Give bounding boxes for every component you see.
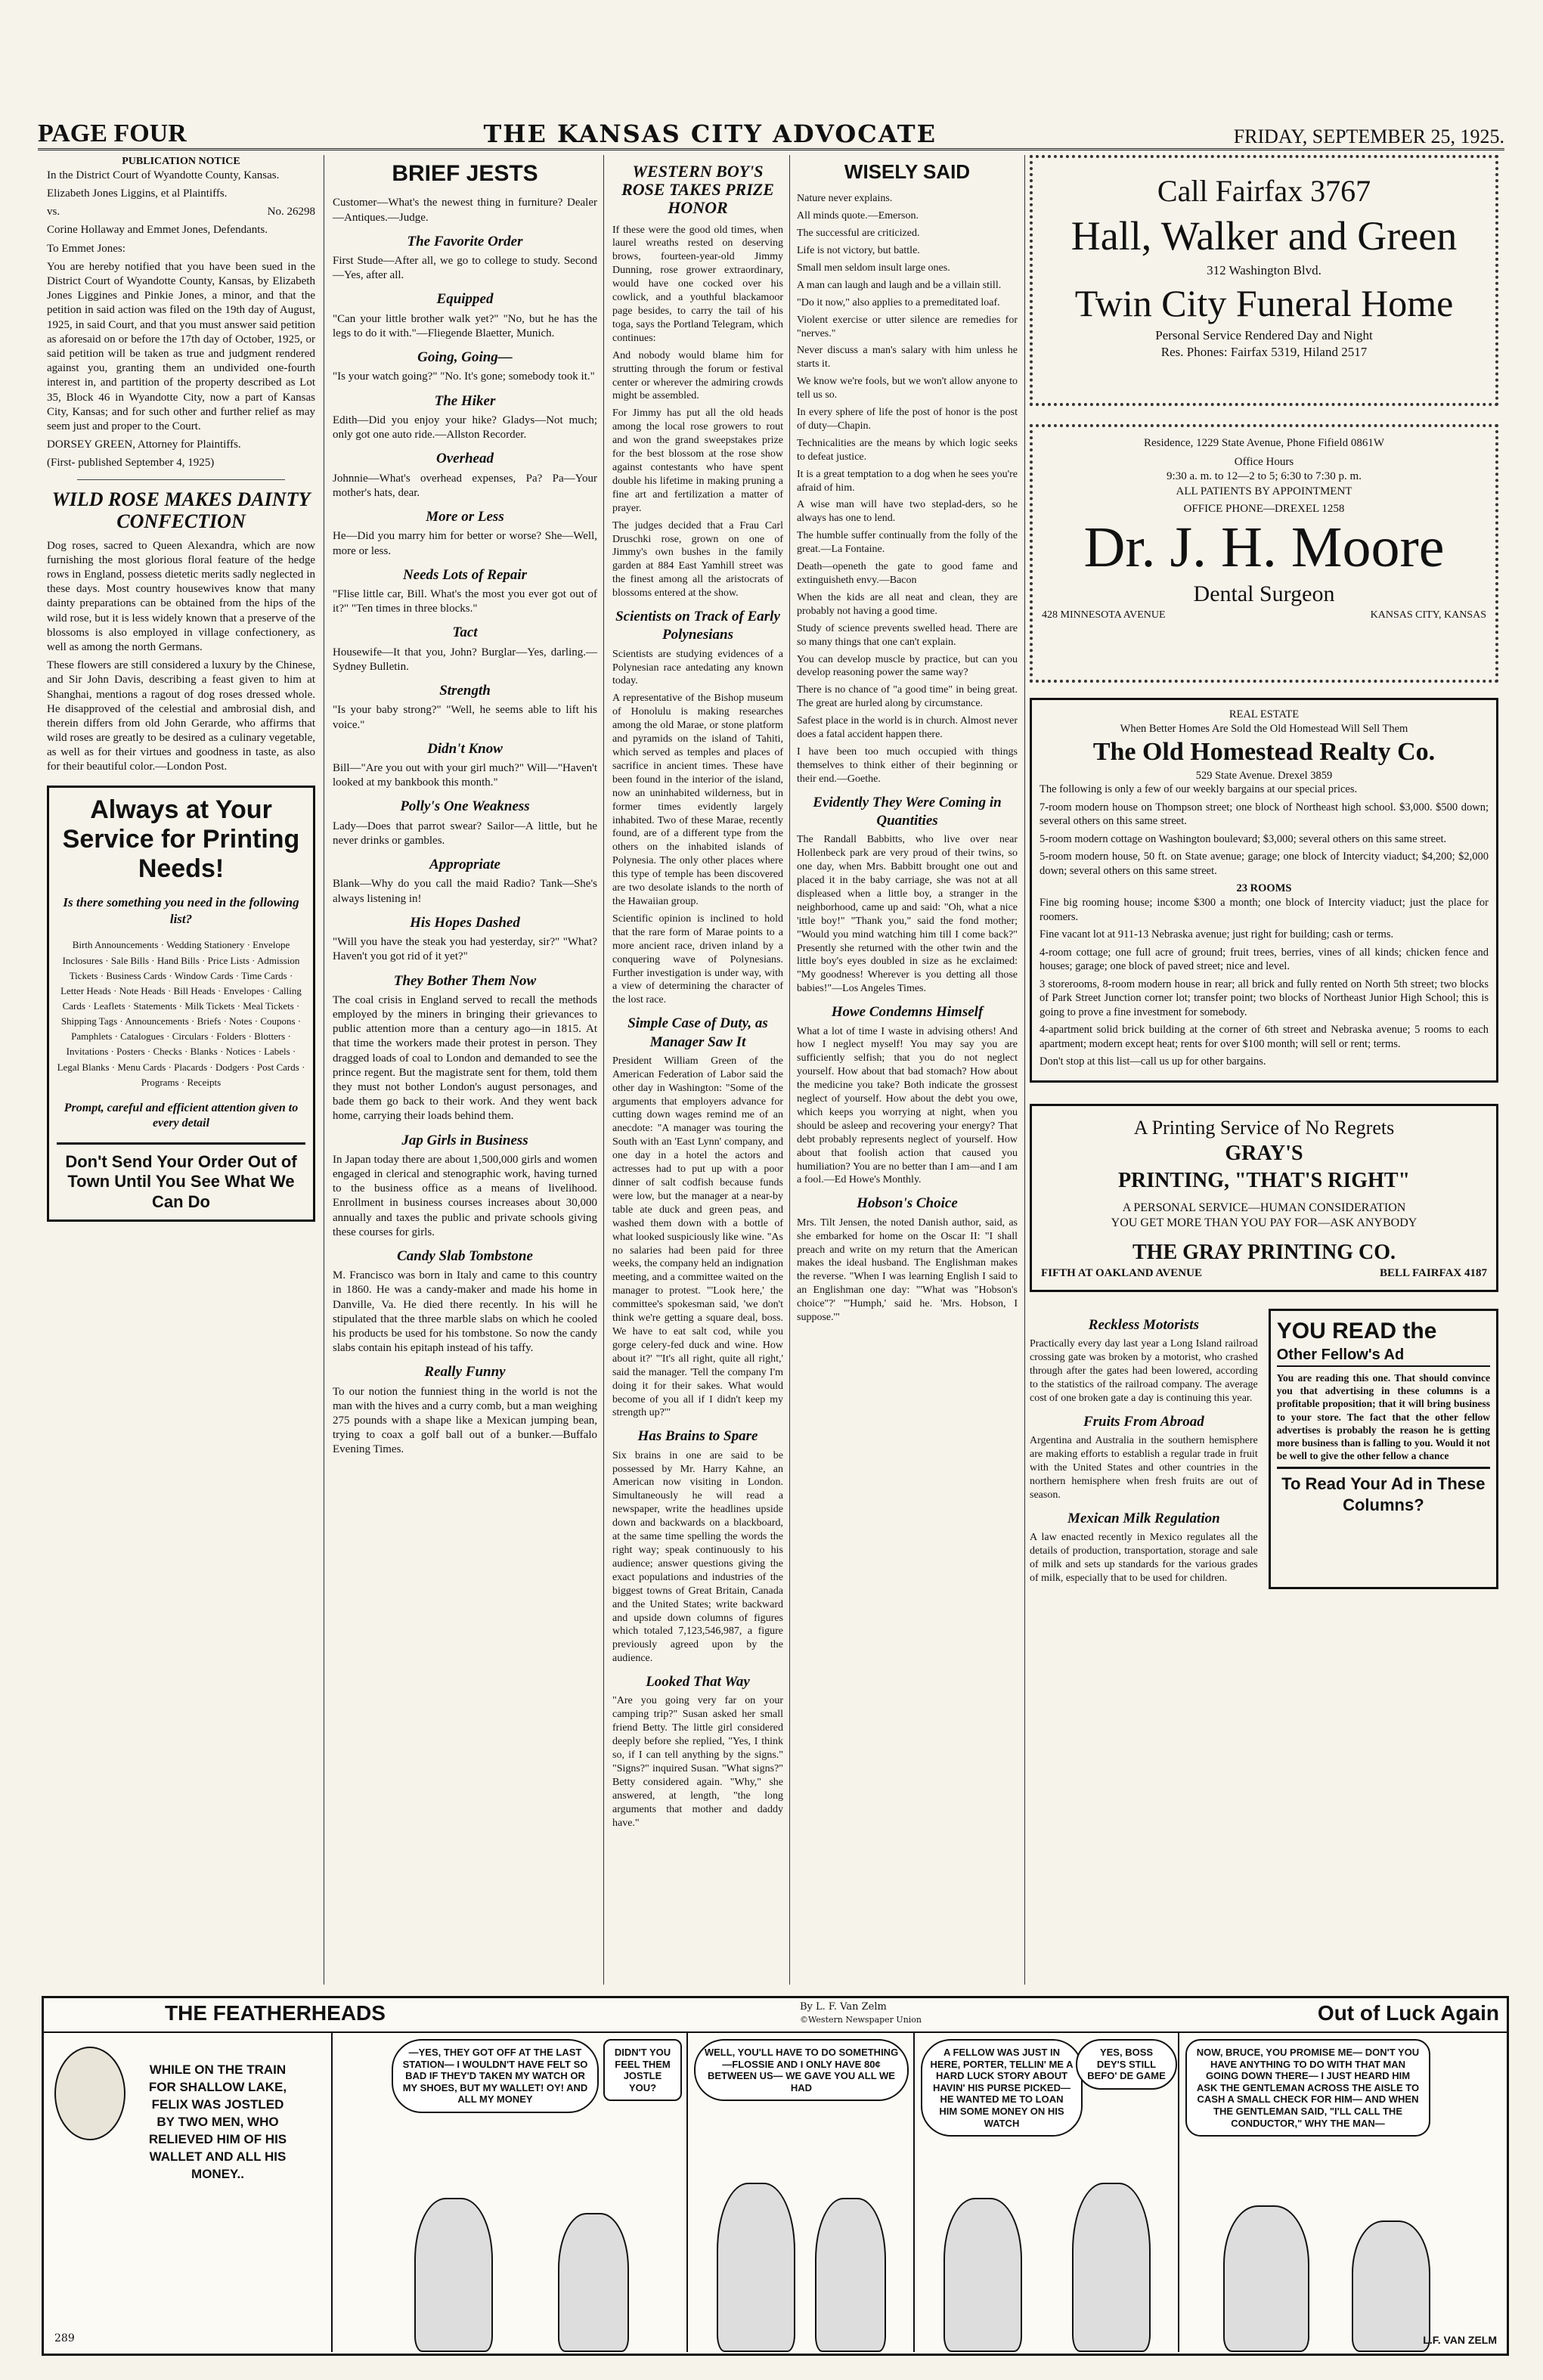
masthead xyxy=(38,113,1504,150)
fruits-text: Argentina and Australia in the southern hemisphere are making efforts to establish a regular trade in fruit with the United States and other countries in the northern hemisphere when fresh fruits are out of season. xyxy=(1030,1435,1258,1501)
realty-listing: Fine vacant lot at 911-13 Nebraska avenue; just right for building; cash or terms. xyxy=(1040,928,1394,941)
jest-text: Customer—What's the newest thing in furniture? Dealer—Antiques.—Judge. xyxy=(333,197,597,224)
dentist-name: Dr. J. H. Moore xyxy=(1083,515,1445,579)
realty-name: The Old Homestead Realty Co. xyxy=(1092,738,1436,767)
wisely-item: All minds quote.—Emerson. xyxy=(797,210,919,222)
gray-contact xyxy=(1041,1266,1487,1281)
wisely-title: WISELY SAID xyxy=(844,160,971,183)
funny-text: To our notion the funniest thing in the world is not the man with the hives and a curry comb, but a man weighing 275 pounds with a shape like a Mexican jumping bean, trying to coax a golf ball out of a bunker.—Buffalo Evening Times. xyxy=(333,1385,597,1456)
comic-strip xyxy=(42,1996,1509,2356)
featherhead-logo xyxy=(54,2047,125,2140)
candy-title: Candy Slab Tombstone xyxy=(397,1247,533,1264)
column-4 xyxy=(797,155,1018,1328)
comic-panel-1 xyxy=(44,2031,333,2352)
notice-defendant: Corine Hollaway and Emmet Jones, Defendants. xyxy=(47,224,268,237)
felix-figure xyxy=(414,2198,493,2352)
jest-heading: Overhead xyxy=(436,451,494,467)
speech-bubble: —YES, THEY GOT OFF AT THE LAST STATION— I WOULDN'T HAVE FELT SO BAD IF THEY'D TAKEN MY WATCH OR MY SHOES, BUT MY WALLET! OY! AND ALL MY MONEY xyxy=(392,2039,599,2113)
jap-text: In Japan today there are about 1,500,000 girls and women engaged in clerical and stenographic work, having turned to the business office as a means of livelihood. Enrollment in business courses increases about 30,000 annually and taxes the public and private schools giving these courses for girls. xyxy=(333,1153,597,1238)
duty-text: President William Green of the American Federation of Labor said the other day in Washington: "Some of the arguments that employers advance for cutting down wages remind me of an anecdote: "A manager was touring the South with an 'East Lynn' company, and one day in a hotel the actors and actresses had to put up with a poor dinner of salt codfish because funds were low, but the manager at a near-by table ate duck and green peas, and washed them down with a bottle of what looked suspiciously like wine. "As no salaries had been paid for three weeks, the company held an indignation meeting, and a committee waited on the manager to protest. "'Look here,' the committee's spokesman said, 'we don't think we're getting a square deal, boss. We have to eat salt cod, while you gorge celery-fed duck and wine. How about it?' "'It's all right, quite all right,' said the manager. 'Tell the company I'm doing it for their sakes. What would become of you all if I didn't keep my strength up?'" xyxy=(612,1055,783,1419)
jest-heading: Polly's One Weakness xyxy=(400,798,530,815)
howe-title: Howe Condemns Himself xyxy=(831,1004,984,1021)
column-1 xyxy=(47,155,315,1232)
brief-jests-list xyxy=(333,196,597,964)
western-p3: For Jimmy has put all the old heads among the local rose growers to rout and won the grand sweepstakes prize for the best blossom at the rose show against contestants who have spent double his lifetime in making pruning a fine art and fertilization a matter of prayer. xyxy=(612,408,783,514)
dentist-location xyxy=(1042,609,1486,622)
comic-panel-2 xyxy=(331,2031,688,2352)
read-ad-footer: To Read Your Ad in These Columns? xyxy=(1277,1467,1490,1516)
comic-episode: Out of Luck Again xyxy=(1317,2001,1499,2025)
jest-heading: The Favorite Order xyxy=(407,233,523,249)
gray-address: FIFTH AT OAKLAND AVENUE xyxy=(1041,1266,1202,1279)
jest-text: "Can your little brother walk yet?" "No, but he has the legs to do it with."—Fliegende Blaetter, Munich. xyxy=(333,312,597,339)
porter-figure xyxy=(1072,2183,1151,2352)
jest-heading: His Hopes Dashed xyxy=(410,914,520,931)
wildrose-title: WILD ROSE MAKES DAINTY CONFECTION xyxy=(51,488,311,533)
realty-rooms: 23 ROOMS xyxy=(1236,882,1292,895)
funeral-address: 312 Washington Blvd. xyxy=(1207,263,1321,278)
jest-text: Johnnie—What's overhead expenses, Pa? Pa—Your mother's hats, dear. xyxy=(333,472,597,499)
jest-text: Housewife—It that you, John? Burglar—Yes, darling.—Sydney Bulletin. xyxy=(333,646,597,673)
page-number: PAGE FOUR xyxy=(38,119,187,147)
gray-phone: BELL FAIRFAX 4187 xyxy=(1380,1266,1487,1279)
jest-heading: Appropriate xyxy=(429,857,500,873)
jest-heading: Equipped xyxy=(436,291,494,308)
realty-sub: When Better Homes Are Sold the Old Homestead Will Sell Them xyxy=(1120,722,1408,735)
comic-syndicate: ©Western Newspaper Union xyxy=(800,2015,922,2025)
printing-ad-items: Birth Announcements · Wedding Stationery · Envelope Inclosures · Sale Bills · Hand Bills · Price Lists · Admission Tickets · Business Cards · Window Cards · Time Cards · Letter Heads · Note Heads · Bill Heads · Envelopes · Calling Cards · Leaflets · Statements · Milk Tickets · Meal Tickets · Shipping Tags · Announcements · Briefs · Notes · Coupons · Pamphlets · Catalogues · Circulars · Folders · Blotters · Invitations · Posters · Checks · Blanks · Notices · Labels · Legal Blanks · Menu Cards · Placards · Dodgers · Post Cards · Programs · Receipts xyxy=(57,939,305,1088)
column-rule xyxy=(1024,155,1025,1985)
column-3 xyxy=(612,155,783,1834)
issue-date: FRIDAY, SEPTEMBER 25, 1925. xyxy=(1233,126,1504,147)
bruce-figure xyxy=(1352,2220,1430,2352)
dentist-hours: 9:30 a. m. to 12—2 to 5; 6:30 to 7:30 p. m. xyxy=(1167,470,1362,483)
comic-panel-5 xyxy=(1178,2031,1504,2352)
wisely-item: Safest place in the world is in church. Almost never does a fatal accident happen there. xyxy=(797,715,1018,741)
funny-title: Really Funny xyxy=(424,1364,506,1381)
speech-bubble: WELL, YOU'LL HAVE TO DO SOMETHING—FLOSSIE AND I ONLY HAVE 80¢ BETWEEN US— WE GAVE YOU ALL WE HAD xyxy=(694,2039,909,2101)
comic-panel-4 xyxy=(913,2031,1179,2352)
realty-ad xyxy=(1030,698,1498,1083)
funeral-call: Call Fairfax 3767 xyxy=(1157,174,1371,208)
notice-vs: vs. xyxy=(47,206,60,218)
realty-listing: 4-apartment solid brick building at the corner of 6th street and Nebraska avenue; 5 rooms to each apartment; modern except heat; rents for over $100 month; will sell or rent; terms. xyxy=(1040,1024,1489,1050)
dentist-address: 428 MINNESOTA AVENUE xyxy=(1042,609,1166,621)
jest-text: Lady—Does that parrot swear? Sailor—A little, but he never drinks or gambles. xyxy=(333,820,597,847)
dentist-phone: OFFICE PHONE—DREXEL 1258 xyxy=(1183,502,1345,515)
wife-figure xyxy=(558,2213,629,2352)
gray-printing-ad xyxy=(1030,1104,1498,1292)
jest-heading: Tact xyxy=(452,624,478,641)
duty-title: Simple Case of Duty, as Manager Saw It xyxy=(627,1015,768,1050)
notice-signature: DORSEY GREEN, Attorney for Plaintiffs. xyxy=(47,439,241,451)
jest-text: "Is your baby strong?" "Well, he seems able to lift his voice." xyxy=(333,704,597,731)
speech-bubble: NOW, BRUCE, YOU PROMISE ME— DON'T YOU HAVE ANYTHING TO DO WITH THAT MAN GOING DOWN THERE— I JUST HEARD HIM ASK THE GENTLEMAN ACROSS THE AISLE TO CASH A SMALL CHECK FOR HIM— AND WHEN THE GENTLEMAN SAID, "I'LL CALL THE CONDUCTOR," WHY THE MAN— xyxy=(1185,2039,1430,2137)
jest-text: Bill—"Are you out with your girl much?" Will—"Haven't looked at my bankbook this month." xyxy=(333,762,597,789)
notice-no: No. 26298 xyxy=(267,206,315,218)
column-5 xyxy=(1030,155,1498,1589)
funeral-firm: Hall, Walker and Green xyxy=(1070,213,1458,259)
speech-bubble: YES, BOSS DEY'S STILL BEFO' DE GAME xyxy=(1076,2039,1177,2090)
jest-heading: The Hiker xyxy=(434,392,496,409)
wisely-item: There is no chance of "a good time" in being great. The great are hurled along by circumstance. xyxy=(797,684,1018,710)
speech-bubble: DIDN'T YOU FEEL THEM JOSTLE YOU? xyxy=(603,2039,682,2101)
read-ad-box xyxy=(1269,1309,1498,1589)
printing-ad xyxy=(47,786,315,1222)
notice-body: You are hereby notified that you have been sued in the District Court of Wyandotte County, Kansas, by Elizabeth Jones Liggines and Pinkie Jones, a minor, and that the petition in said action was filed on the 19th day of August, 1925, in said Court, and that you must answer said petition as aforesaid on or before the 17th day of October, 1925, or said petition will be taken as true and judgment rendered against you, granting them an undivided one-fourth interest in, and partition of the property described as Lot 35, Block 46 in Wyandotte City, now a part of Kansas City, Kansas; and for such other and further relief as may seem just and proper to the Court. xyxy=(47,260,315,432)
wisely-item: In every sphere of life the post of honor is the post of duty—Chapin. xyxy=(797,407,1018,432)
artist-signature: L.F. VAN ZELM xyxy=(1423,2334,1497,2346)
brief-jests-title: BRIEF JESTS xyxy=(392,161,538,186)
funeral-service: Personal Service Rendered Day and Night xyxy=(1155,328,1373,343)
wildrose-p1: Dog roses, sacred to Queen Alexandra, which are now furnishing the most glorious floral feature of the hedge rows in England, possess dietetic merits sadly neglected in these days. Most country housewives know that many dainty preparations can be obtained from the hips of the wild rose, but it is less widely known that a preserve of the blossoms is also employed in village confectionery, as well as among the north Germans. xyxy=(47,539,315,653)
gray-name: THE GRAY PRINTING CO. xyxy=(1132,1240,1396,1264)
gray-line4: A PERSONAL SERVICE—HUMAN CONSIDERATION xyxy=(1122,1201,1406,1214)
scientists-p3: Scientific opinion is inclined to hold that the rare form of Marae points to a more ancient race, driven inland by a conquering wave of Polynesians. Further investigation is under way, with a view of determining the character of the lost race. xyxy=(612,913,783,1006)
notice-published: (First- published September 4, 1925) xyxy=(47,457,215,469)
printing-ad-headline: Always at Your Service for Printing Needs! xyxy=(62,795,300,883)
printing-ad-prompt: Prompt, careful and efficient attention given to every detail xyxy=(64,1101,299,1130)
scientists-p1: Scientists are studying evidences of a Polynesian race antedating any known today. xyxy=(612,648,783,687)
evidently-text: The Randall Babbitts, who live over near Hollenbeck park are very proud of their twins, so one day, when Mrs. Babbitt brought one out and placed it in the baby carriage, she was not at all displeased when a little boy, a stranger in the neighborhood, came up and said: "Oh, what a nice 'ittle boy!" "Thank you," said the fond mother; "Would you mind watching him till I come back?" Presently she returned with the other twin and the little boy's eyes doubled in size as he exclaimed: "My goodness! Wherever is you detting all those babies!"—Los Angeles Times. xyxy=(797,834,1018,995)
reckless-text: Practically every day last year a Long Island railroad crossing gate was broken by a motorist, who crashed through after the gates had been lowered, according to the statistics of the railroad company. The average cost of one broken gate a day is continuing this year. xyxy=(1030,1338,1258,1404)
wisely-item: A wise man will have two steplad-ders, so he always has one to lend. xyxy=(797,499,1018,525)
woman-figure xyxy=(717,2183,795,2352)
dentist-ad xyxy=(1030,424,1498,683)
realty-listing: 4-room cottage; one full acre of ground; fruit trees, berries, vines of all kinds; chicken fence and houses; garage; one block of paved street; nice and level. xyxy=(1040,946,1489,973)
notice-plaintiff: Elizabeth Jones Liggins, et al Plaintiffs. xyxy=(47,187,228,200)
bother-title: They Bother Them Now xyxy=(393,972,537,989)
western-p1: If these were the good old times, when laurel wreaths rested on deserving brows, fourteen-year-old Jimmy Dunning, rose grower extraordinary, would have one cocked over his cowlick, and a youthful blackamoor page besides, to carry the tail of his toga, says the Portland Telegram, which continues: xyxy=(612,224,783,344)
funeral-home-ad xyxy=(1030,155,1498,406)
paper-name: THE KANSAS CITY ADVOCATE xyxy=(483,119,937,148)
lady-figure xyxy=(1223,2205,1309,2352)
jest-text: He—Did you marry him for better or worse? She—Well, more or less. xyxy=(333,530,597,557)
comic-credit: By L. F. Van Zelm xyxy=(800,2001,887,2013)
read-ad-body: You are reading this one. That should convince you that advertising in these columns is a profitable proposition; that it will bring business to your store. The fact that the other fellow advertises is probably the reason he is getting more business than is falling to you. Would it not be well to give the other fellow a chance xyxy=(1276,1371,1490,1462)
jest-heading: Needs Lots of Repair xyxy=(402,566,528,583)
wisely-item: The humble suffer continually from the folly of the great.—La Fontaine. xyxy=(797,530,1018,556)
reckless-title: Reckless Motorists xyxy=(1088,1316,1199,1333)
comic-number: 289 xyxy=(54,2332,75,2344)
wisely-item: "Do it now," also applies to a premeditated loaf. xyxy=(797,296,1000,308)
looked-text: "Are you going very far on your camping trip?" Susan asked her small friend Betty. The little girl considered deeply before she replied, "Yes, I think so, if I can tell anything by the signs." "Signs?" inquired Susan. "What signs?" Betty considered again. "Why," she answered, at length, "the long arguments that mother and daddy have." xyxy=(612,1695,783,1829)
jap-title: Jap Girls in Business xyxy=(401,1132,528,1148)
funeral-phones: Res. Phones: Fairfax 5319, Hiland 2517 xyxy=(1160,344,1368,359)
wisely-item: When the kids are all neat and clean, they are probably not having a good time. xyxy=(797,591,1018,617)
funeral-home-name: Twin City Funeral Home xyxy=(1074,282,1454,325)
realty-listing: Fine big rooming house; income $300 a month; one block of Intercity viaduct; just the place for roomers. xyxy=(1040,896,1489,923)
gray-line2: GRAY'S xyxy=(1225,1142,1303,1166)
jest-heading: Strength xyxy=(439,683,491,699)
jest-text: "Is your watch going?" "No. It's gone; somebody took it." xyxy=(333,370,595,383)
milk-text: A law enacted recently in Mexico regulates all the details of production, transportation, storage and sale of milk and sets up standards for the various grades of milk, especially that to be used for children. xyxy=(1030,1531,1258,1584)
notice-to: To Emmet Jones: xyxy=(47,242,125,255)
dentist-hours-title: Office Hours xyxy=(1234,456,1294,469)
bottom-right-block xyxy=(1030,1309,1498,1589)
jest-text: Edith—Did you enjoy your hike? Gladys—Not much; only got one auto ride.—Allston Recorder. xyxy=(333,414,597,442)
wildrose-p2: These flowers are still considered a luxury by the Chinese, and Sir John Davis, describing a feast given to him at Shanghai, mentions a ragout of dog roses dressed whole. He disapproved of the celestial and ambrosial dish, and therein differs from old John Gerarde, who affirms that wild roses are greatly to be desired as a culinary vegetable, as well as for their virtues and goodness in taste, as also for their beautiful color.—London Post. xyxy=(47,659,315,773)
column-2 xyxy=(333,155,597,1461)
wisely-item: You can develop muscle by practice, but can you develop reasoning power the same way? xyxy=(797,653,1018,679)
realty-listing: 5-room modern cottage on Washington boulevard; $3,000; several others on this same street. xyxy=(1040,832,1447,845)
wisely-item: I have been too much occupied with things themselves to think either of their beginning or their end.—Goethe. xyxy=(797,745,1018,785)
candy-text: M. Francisco was born in Italy and came to this country in 1860. He was a candy-maker and made his home in Danville, Va. He died there recently. In his will he stipulated that the three marble slabs on which he cooled his products be used for his tombstone. So now the candy slabs contain his epitaph instead of his taffy. xyxy=(333,1269,597,1355)
dentist-appointment: ALL PATIENTS BY APPOINTMENT xyxy=(1176,485,1352,497)
realty-close: Don't stop at this list—call us up for other bargains. xyxy=(1040,1055,1266,1068)
wisely-item: Death—openeth the gate to good fame and extinguisheth envy.—Bacon xyxy=(797,561,1018,587)
hobson-text: Mrs. Tilt Jensen, the noted Danish author, said, as she embarked for home on the Oscar II: "I shall preach and write on my return that the American makes the ideal husband. The Englishman makes the reverse. "When I was learning English I said to an Englishman one day: "'What was "Hobson's choice"?' "'Humph,' said he. 'Mrs. Hobson, I suppose.'" xyxy=(797,1216,1018,1324)
comic-panel-3 xyxy=(686,2031,915,2352)
comic-caption: WHILE ON THE TRAIN FOR SHALLOW LAKE, FELIX WAS JOSTLED BY TWO MEN, WHO RELIEVED HIM OF HIS WALLET AND ALL HIS MONEY.. xyxy=(148,2062,287,2181)
wisely-item: The successful are criticized. xyxy=(797,228,920,240)
dentist-title: Dental Surgeon xyxy=(1193,581,1335,606)
realty-address: 529 State Avenue. Drexel 3859 xyxy=(1195,769,1333,782)
hobson-title: Hobson's Choice xyxy=(857,1195,958,1212)
printing-ad-footer: Don't Send Your Order Out of Town Until You See What We Can Do xyxy=(57,1142,305,1212)
western-title: WESTERN BOY'S ROSE TAKES PRIZE HONOR xyxy=(621,162,774,218)
jest-heading: Didn't Know xyxy=(427,740,503,757)
milk-title: Mexican Milk Regulation xyxy=(1067,1510,1220,1526)
evidently-title: Evidently They Were Coming in Quantities xyxy=(813,794,1002,829)
passenger-figure xyxy=(943,2198,1022,2352)
comic-title: THE FEATHERHEADS xyxy=(165,2001,386,2025)
gray-line5: YOU GET MORE THAN YOU PAY FOR—ASK ANYBODY xyxy=(1111,1216,1418,1230)
wisely-item: Technicalities are the means by which logic seeks to defeat justice. xyxy=(797,437,1018,463)
brains-title: Has Brains to Spare xyxy=(637,1428,758,1445)
dentist-residence: Residence, 1229 State Avenue, Phone Fifield 0861W xyxy=(1144,437,1384,449)
brains-text: Six brains in one are said to be possessed by Mr. Harry Kahne, an American now visiting in London. Simultaneously he will read a newspaper, write the headlines upside down and backwards on a blackboard, at the same time spelling the words the right way; speak continuously to his audience; answer questions giving the exact populations and industries of the biggest towns of Great Britain, Canada and the United States; write backward and upside down columns of figures which totaled 7,123,546,987, a figure previously agreed upon by the audience. xyxy=(612,1449,783,1665)
jest-heading: Going, Going— xyxy=(417,349,513,366)
realty-listing: 3 storerooms, 8-room modern house in rear; all brick and fully rented on North 5th street; two blocks of Park Street Junction corner lot; transfer point; two blocks of Northeast Junior High School; this is going to prove a fine investment for somebody. xyxy=(1040,978,1489,1018)
realty-intro: The following is only a few of our weekly bargains at our special prices. xyxy=(1040,783,1358,796)
misc-column xyxy=(1030,1309,1258,1589)
dentist-city: KANSAS CITY, KANSAS xyxy=(1370,609,1486,621)
fruits-title: Fruits From Abroad xyxy=(1083,1413,1204,1430)
wisely-item: A man can laugh and laugh and be a villain still. xyxy=(797,279,1002,291)
jest-text: "Will you have the steak you had yesterday, sir?" "What? Haven't you got rid of it yet?" xyxy=(333,936,597,963)
jest-text: Blank—Why do you call the maid Radio? Tank—She's always listening in! xyxy=(333,878,597,905)
wisely-item: Nature never explains. xyxy=(797,193,893,205)
realty-listing: 5-room modern house, 50 ft. on State avenue; garage; one block of Intercity viaduct; $4,200; $2,000 down; several others on this same street. xyxy=(1040,851,1489,877)
wisely-list xyxy=(797,192,1018,786)
notice-case xyxy=(47,205,315,219)
notice-heading: PUBLICATION NOTICE xyxy=(122,156,240,167)
realty-kicker: REAL ESTATE xyxy=(1229,708,1300,721)
girl-figure xyxy=(815,2198,886,2352)
western-p2: And nobody would blame him for strutting through the forum or festival center or wherever the admiring crowds might be assembled. xyxy=(612,349,783,402)
jest-text: First Stude—After all, we go to college to study. Second—Yes, after all. xyxy=(333,255,597,282)
gray-line1: A Printing Service of No Regrets xyxy=(1133,1117,1395,1139)
speech-bubble: A FELLOW WAS JUST IN HERE, PORTER, TELLIN' ME A HARD LUCK STORY ABOUT HAVIN' HIS PURSE PICKED— HE WANTED ME TO LOAN HIM SOME MONEY ON HIS WATCH xyxy=(921,2039,1083,2137)
realty-listing: 7-room modern house on Thompson street; one block of Northeast high school. $3,000. $500 down; several others on this same street. xyxy=(1040,801,1489,828)
wisely-item: Never discuss a man's salary with him unless he starts it. xyxy=(797,345,1018,370)
column-rule xyxy=(789,155,790,1985)
howe-text: What a lot of time I waste in advising others! And how I neglect myself! You may say you are sufficiently selfish; that you do not neglect yourself. How about that bad stomach? How about the medicine you take? Both indicate the grossest neglect of yourself. How about the debt you owe, which keeps you worrying at night, when you should be asleep and recovering your energy? That debt probably represents neglect of yourself. How about that foolish action that caused you humiliation? You are no better than I am—and I am a fool.—Ed Howe's Monthly. xyxy=(797,1025,1018,1186)
wisely-item: Small men seldom insult large ones. xyxy=(797,262,950,274)
divider xyxy=(77,479,285,480)
gray-line3: PRINTING, "THAT'S RIGHT" xyxy=(1117,1169,1411,1193)
western-p4: The judges decided that a Frau Carl Druschki rose, grown on one of Jimmy's own bushes in the family garden at 884 East Yamhill street was the finest among all the aristocrats of blossoms entered at the show. xyxy=(612,519,783,600)
read-ad-big: YOU READ the xyxy=(1276,1318,1437,1343)
bother-text: The coal crisis in England served to recall the methods employed by the miners in bringing their grievances to public attention more than a century ago—in 1815. At that time the workers made their protest in person. They dragged loads of coal to London and demanded to see the prince regent. But the magistrate sent for them, told them they must not bother London's august personages, and bade them go back to their work. And they went back home, carrying their loads behind them. xyxy=(333,993,597,1123)
wisely-item: Life is not victory, but battle. xyxy=(797,244,920,256)
comic-title-bar xyxy=(44,1998,1507,2033)
scientists-p2: A representative of the Bishop museum of Honolulu is making researches among the old Marae, or stone platform and pyramids on the island of Tahiti, which served as temples and places of sacrifice in ancient times. These have been found in the interior of the island, now an uninhabited wilderness, but in former times evidently largely inhabited. Two of these Marae, recently found, are of a different type from the others on the inhabited islands of Polynesia. The only other places where this type of temple has been discovered are two desolate islands to the north of the Hawaiian group. xyxy=(612,693,783,907)
wisely-item: We know we're fools, but we won't allow anyone to tell us so. xyxy=(797,376,1018,401)
looked-title: Looked That Way xyxy=(646,1674,750,1690)
notice-court: In the District Court of Wyandotte County, Kansas. xyxy=(47,169,280,181)
jest-text: "Flise little car, Bill. What's the most you ever got out of it?" "Ten times in three blocks." xyxy=(333,588,597,615)
wisely-item: It is a great temptation to a dog when he sees you're afraid of him. xyxy=(797,468,1018,494)
wisely-item: Study of science prevents swelled head. There are so many things that one can't explain. xyxy=(797,622,1018,648)
wisely-item: Violent exercise or utter silence are remedies for "nerves." xyxy=(797,314,1018,339)
printing-ad-ask: Is there something you need in the following list? xyxy=(63,894,299,926)
scientists-title: Scientists on Track of Early Polynesians xyxy=(615,609,780,643)
read-ad-other: Other Fellow's Ad xyxy=(1277,1346,1490,1367)
jest-heading: More or Less xyxy=(426,509,504,525)
column-rule xyxy=(603,155,604,1985)
